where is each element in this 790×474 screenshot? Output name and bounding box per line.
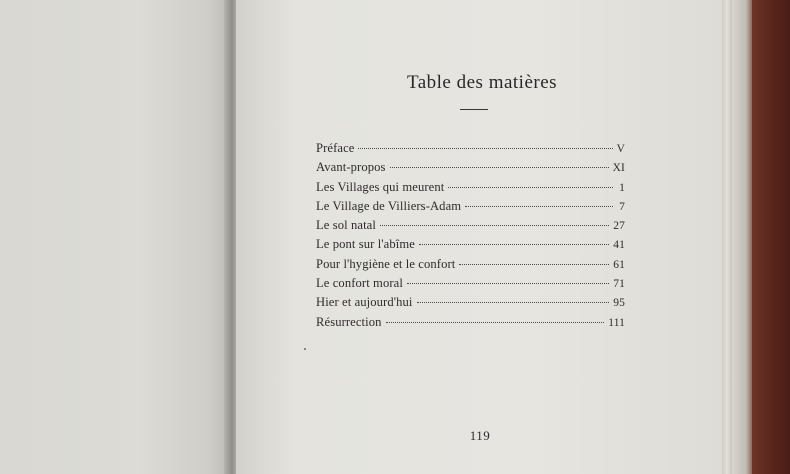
toc-entry-label: Préface: [316, 141, 355, 155]
toc-entry-label: Résurrection: [316, 314, 382, 329]
toc-entry-page: 61: [613, 258, 625, 271]
toc-entry-label: Pour l'hygiène et le confort: [316, 256, 456, 271]
toc-entry-page: 27: [613, 220, 625, 233]
toc-entry-label: Avant-propos: [316, 160, 386, 175]
dot-leader: [419, 243, 609, 245]
toc-entry-page: XI: [612, 162, 625, 175]
toc-entry: [316, 276, 625, 295]
toc-entry-page: 7: [619, 200, 625, 213]
toc-entry-page: 111: [608, 316, 625, 329]
toc-entry: [316, 315, 625, 334]
title-divider: [460, 109, 488, 110]
paper-speck: [304, 348, 306, 350]
toc-entry: [316, 218, 625, 237]
dot-leader: [386, 321, 605, 323]
toc-entry: [316, 160, 625, 179]
toc-entry-page: 95: [613, 297, 625, 310]
page-edges-outer: [732, 0, 752, 474]
page-number: 119: [469, 428, 491, 443]
page-edges: [722, 0, 732, 474]
toc-entry-page: 1: [619, 181, 625, 194]
dot-leader: [465, 205, 613, 207]
toc-entry: [316, 295, 625, 314]
dot-leader: [448, 186, 613, 188]
dot-leader: [380, 224, 609, 226]
dot-leader: [358, 147, 612, 149]
book-cover: [752, 0, 790, 474]
toc-entry-label: Le confort moral: [316, 276, 403, 291]
dot-leader: [459, 263, 609, 265]
toc-entry: [316, 180, 625, 199]
toc-entry-label: Le pont sur l'abîme: [316, 237, 415, 252]
toc-entry: [316, 257, 625, 276]
dot-leader: [417, 301, 610, 303]
toc-entry: [316, 141, 625, 160]
toc-entry-page: 71: [613, 278, 625, 291]
dot-leader: [390, 166, 609, 168]
toc-entry-label: Le sol natal: [316, 218, 376, 233]
toc-entry-label: Le Village de Villiers-Adam: [316, 198, 462, 213]
toc-entry: [316, 237, 625, 256]
toc-entry: [316, 199, 625, 218]
left-page: [0, 0, 232, 474]
toc-entry-label: Hier et aujourd'hui: [316, 295, 413, 310]
toc-entry-label: Les Villages qui meurent: [316, 179, 445, 194]
table-of-contents: [316, 141, 625, 334]
toc-entry-page: 41: [613, 239, 625, 252]
dot-leader: [407, 282, 609, 284]
toc-entry-page: V: [616, 143, 625, 155]
page-title: Table des matières: [406, 72, 558, 93]
